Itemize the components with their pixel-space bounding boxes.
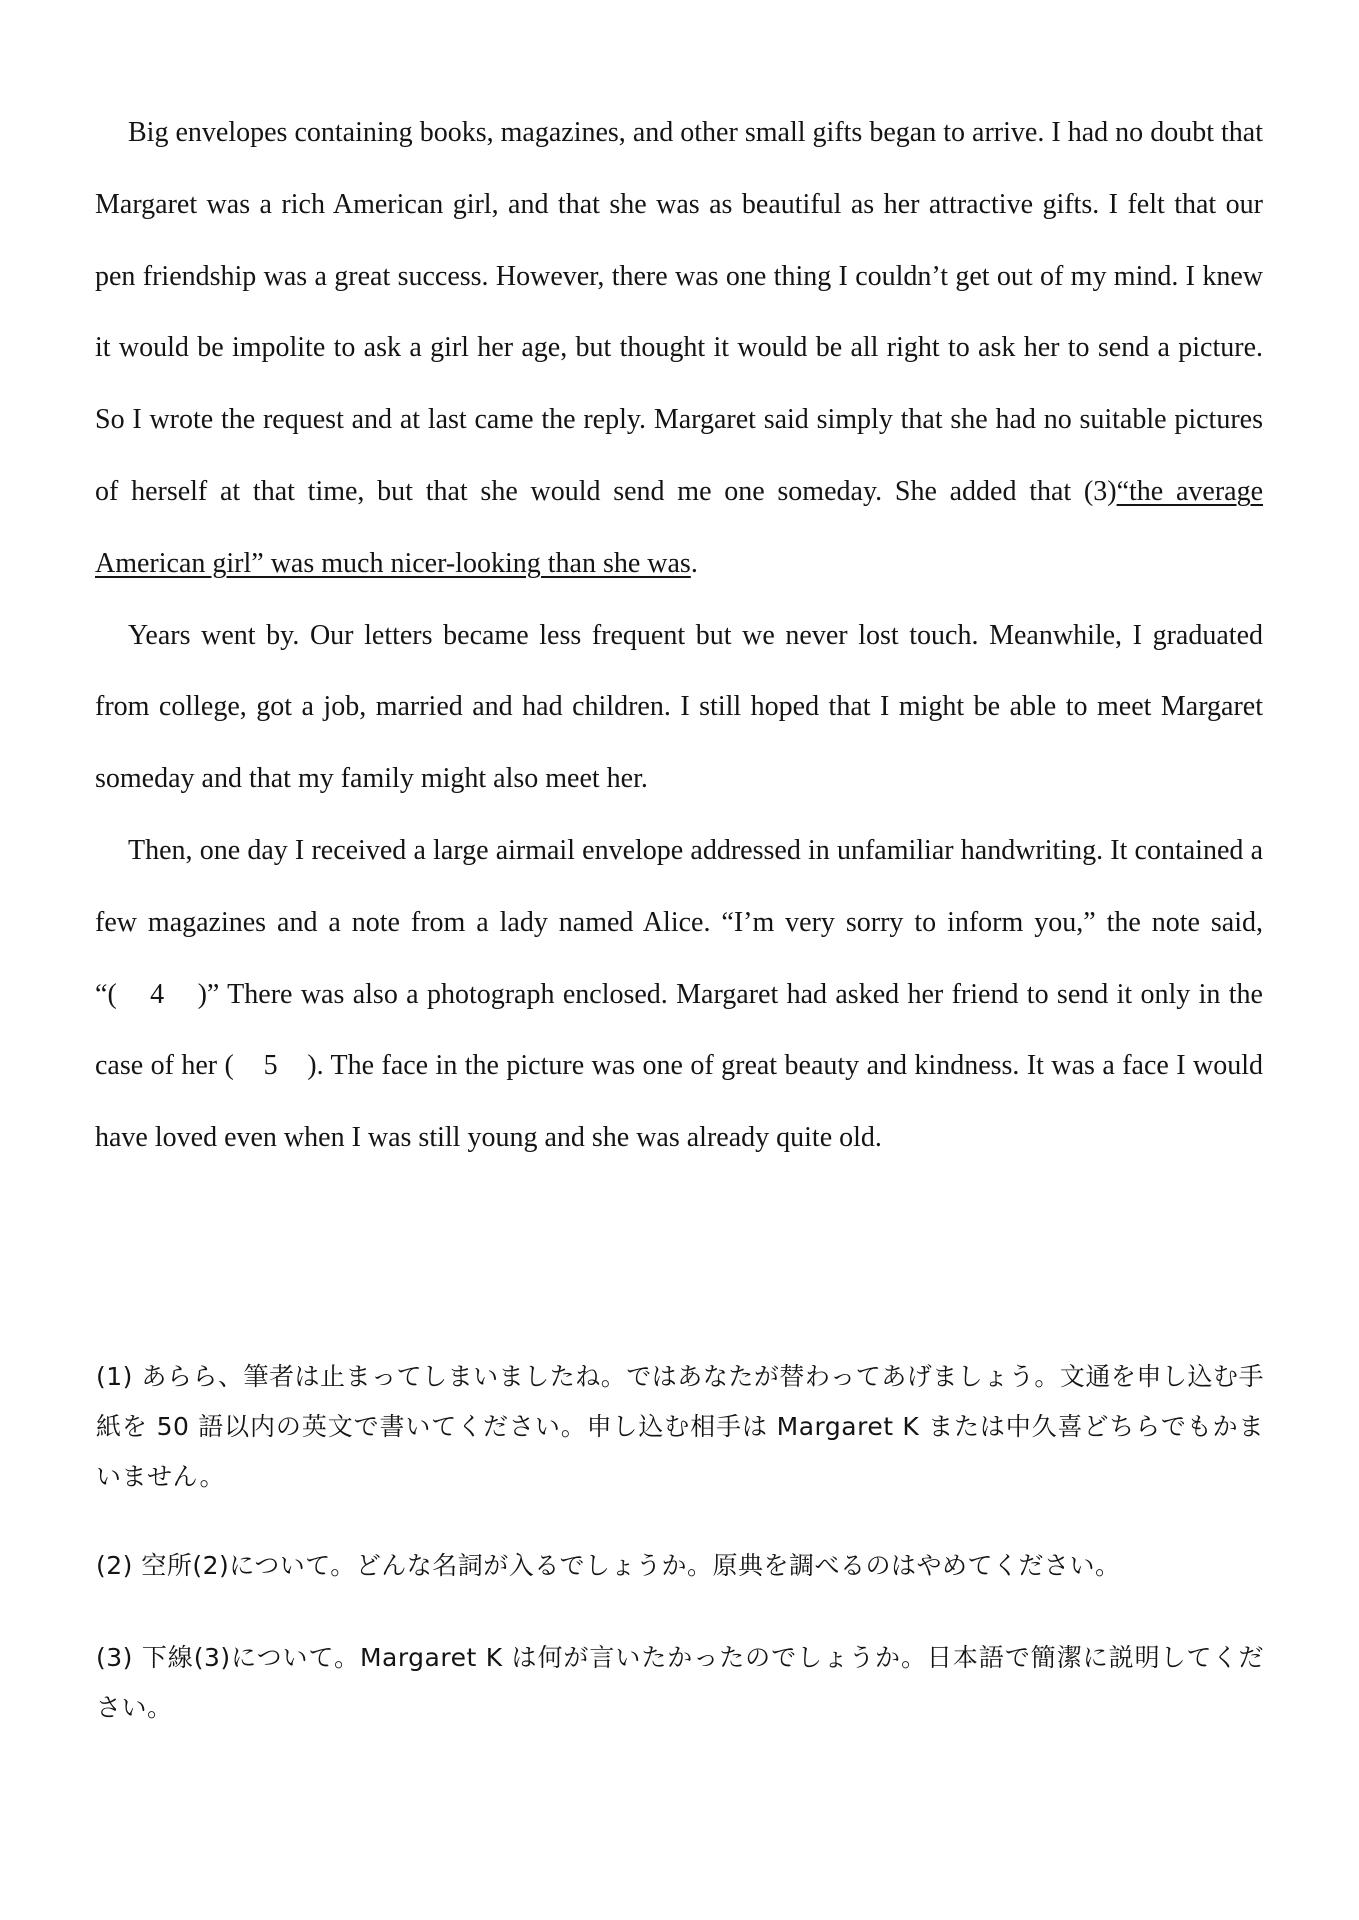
blank-4: ( 4 ) [107,978,207,1010]
paragraph-1-text: Big envelopes containing books, magazines, and other small gifts began to arrive. I had no doubt that Margaret was a rich American girl, and that she was as beautiful as her attractive gifts. I felt that our pen friendship was a great success. However, there was one thing I couldn’t get out of my mind. I knew it would be impolite to ask a girl her age, but thought it would be all right to ask her to send a picture. So I wrote the request and at last came the reply. Margaret said simply that she had no suitable pictures of herself at that time, but that she would send me one someday. She added that (3) [95,117,1263,507]
question-1-number: (1) [96,1362,142,1391]
paragraph-3 [95,815,1263,1174]
paragraph-3-text-a: Then, one day I received a large airmail envelope addressed in unfamiliar handwriting. It contained a few magazines and a note from a lady named Alice. “I’m very sorry to inform you,” the note said, “ [95,834,1263,1010]
paragraph-1-end: . [690,547,698,579]
question-3-text: 下線(3)について。Margaret K は何が言いたかったのでしょうか。日本語で簡潔に説明してください。 [96,1643,1264,1722]
underlined-phrase-3: “the average American girl” was much nicer-looking than she was [95,475,1264,579]
paragraph-3-text-c: . The face in the picture was one of great beauty and kindness. It was a face I would have loved even when I was still young and she was already quite old. [95,1050,1263,1154]
question-2-number: (2) [96,1551,142,1580]
question-1 [96,1352,1264,1502]
paragraph-2 [95,600,1263,815]
paragraph-2-text: Years went by. Our letters became less frequent but we never lost touch. Meanwhile, I graduated from college, got a job, married and had children. I still hoped that I might be able to meet Margaret someday and that my family might also meet her. [95,619,1263,795]
question-2 [96,1541,1264,1591]
question-2-text: 空所(2)について。どんな名詞が入るでしょうか。原典を調べるのはやめてください。 [141,1551,1121,1580]
question-3 [96,1633,1264,1733]
english-passage [95,97,1263,1174]
question-3-number: (3) [96,1643,142,1672]
paragraph-3-text-b: ” There was also a photograph enclosed. Margaret had asked her friend to send it only in the case of her [95,978,1263,1082]
blank-5: ( 5 ) [224,1050,317,1082]
question-1-text: あらら、筆者は止まってしまいましたね。ではあなたが替わってあげましょう。文通を申し込む手紙を 50 語以内の英文で書いてください。申し込む相手は Margaret K または中久喜どちらでもかまいません。 [96,1362,1264,1491]
paragraph-1 [95,97,1263,600]
